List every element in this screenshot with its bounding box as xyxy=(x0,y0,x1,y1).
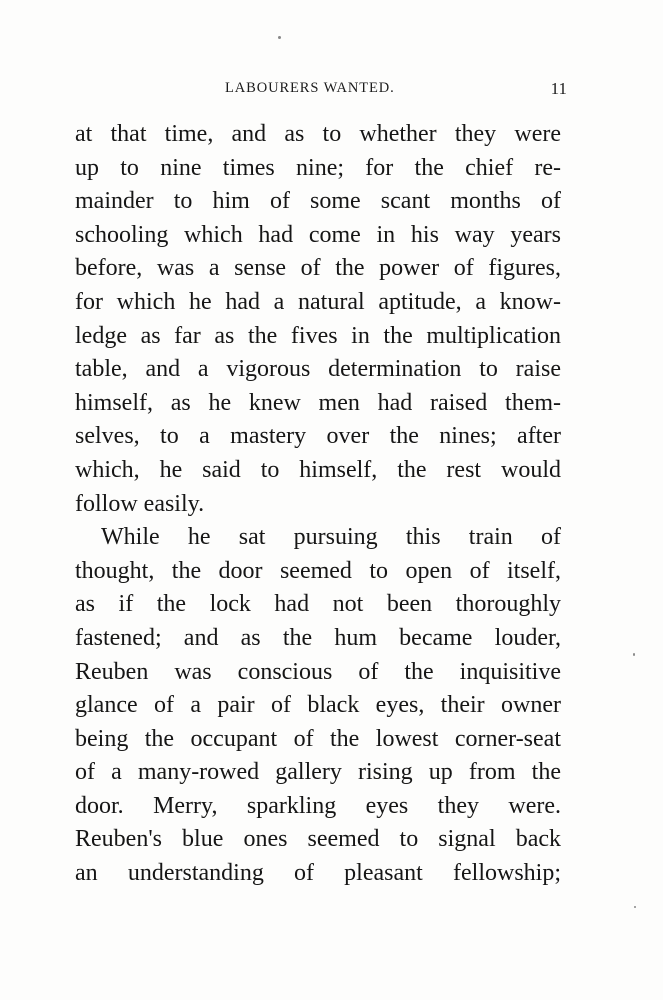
text-line: an understanding of pleasant fellowship; xyxy=(75,860,561,887)
text-line: which, he said to himself, the rest would xyxy=(75,456,561,483)
text-line: mainder to him of some scant months of xyxy=(75,188,561,215)
text-line: glance of a pair of black eyes, their owner xyxy=(75,692,561,719)
text-line: While he sat pursuing this train of xyxy=(101,524,561,551)
page-header xyxy=(75,80,567,104)
text-line: thought, the door seemed to open of itself, xyxy=(75,557,561,584)
text-line: himself, as he knew men had raised them- xyxy=(75,389,561,416)
print-speck xyxy=(278,36,281,39)
text-line: ledge as far as the fives in the multiplication xyxy=(75,322,561,349)
print-speck xyxy=(634,906,636,908)
text-line: up to nine times nine; for the chief re- xyxy=(75,154,561,181)
text-line: Reuben was conscious of the inquisitive xyxy=(75,658,561,685)
page-number: 11 xyxy=(550,79,567,98)
running-head: LABOURERS WANTED. xyxy=(225,80,395,96)
text-line: before, was a sense of the power of figures, xyxy=(75,255,561,282)
text-line: follow easily. xyxy=(75,490,205,517)
text-line: fastened; and as the hum became louder, xyxy=(75,624,561,651)
text-line: for which he had a natural aptitude, a know- xyxy=(75,288,561,315)
text-line: selves, to a mastery over the nines; after xyxy=(75,423,561,450)
text-line: of a many-rowed gallery rising up from the xyxy=(75,759,561,786)
text-line: schooling which had come in his way years xyxy=(75,221,561,248)
body-text xyxy=(75,118,561,891)
text-line: at that time, and as to whether they were xyxy=(75,121,561,147)
print-speck xyxy=(633,653,635,656)
text-line: as if the lock had not been thoroughly xyxy=(75,591,561,618)
text-line: door. Merry, sparkling eyes they were. xyxy=(75,792,561,819)
text-line: being the occupant of the lowest corner-seat xyxy=(75,725,561,752)
text-line: Reuben's blue ones seemed to signal back xyxy=(75,826,561,853)
text-line: table, and a vigorous determination to raise xyxy=(75,356,561,383)
